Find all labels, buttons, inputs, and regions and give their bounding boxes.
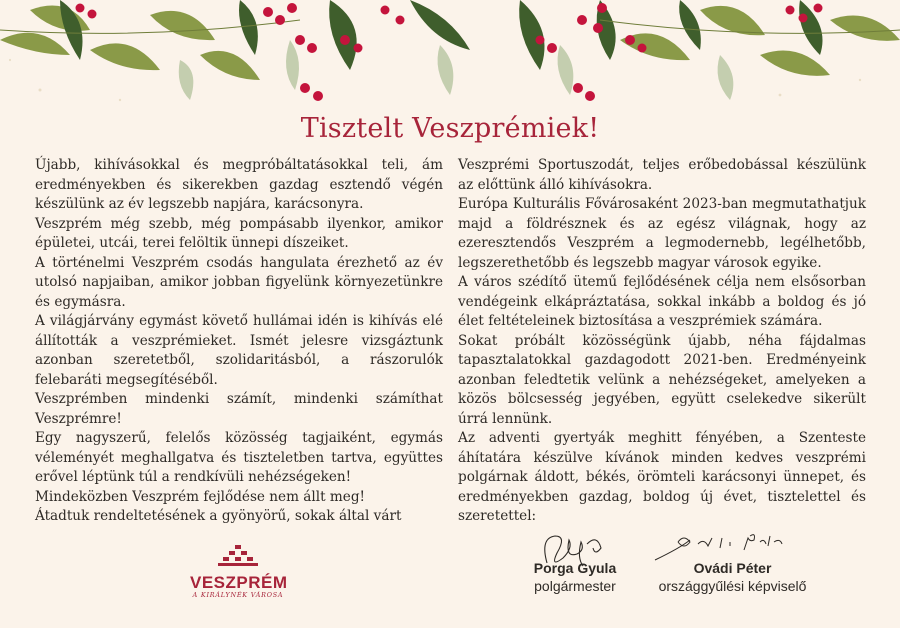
paragraph: Sokat próbált közösségünk újabb, néha fájdalmas tapasztalatokkal gazdagodott 2021-ben. Eredményeink azonban feledtetik velünk a nehézségeket, amelyeken a közös bölcsesség jegyében, együtt cselekedve sikerült úrrá lennünk. — [458, 332, 866, 427]
signature-block-mayor — [512, 560, 638, 594]
letter-right-column — [458, 156, 866, 527]
paragraph: Egy nagyszerű, felelős közösség tagjaiként, egymás véleményét meghallgatva és tiszteletben tartva, együttes erővel léptünk túl a rendkívüli nehézségeken! — [35, 430, 443, 485]
paragraph: Veszprémben mindenki számít, mindenki számíthat Veszprémre! — [35, 391, 443, 427]
paragraph: Az adventi gyertyák meghitt fényében, a Szenteste áhítatára készülve kívánok minden kedves veszprémi polgárnak áldott, békés, örömteli karácsonyi ünnepet, és eredményekben gazdag, boldog új évet, tisztelettel és szeretettel: — [458, 430, 866, 524]
signer-name: Ovádi Péter — [693, 560, 772, 576]
paragraph: Újabb, kihívásokkal és megpróbáltatásokkal teli, ám eredményekben és sikerekben gazdag esztendő végén készülünk az év legszebb napjára, karácsonyra. — [35, 157, 443, 212]
paragraph: Átadtuk rendeltetésének a gyönyörű, sokak által várt — [35, 508, 402, 524]
veszprem-logo — [190, 545, 286, 600]
paragraph: A város szédítő ütemű fejlődésének célja nem elsősorban vendégeink elkápráztatása, sokkal inkább a boldog és jó élet feltételeinek biztosítása a veszprémiek számára. — [458, 274, 866, 329]
logo-tagline: A KIRÁLYNÉK VÁROSA — [192, 591, 284, 599]
paragraph: Veszprém még szebb, még pompásabb ilyenkor, amikor épületei, utcái, terei felöltik ünnepi díszeiket. — [35, 215, 443, 251]
paragraph: A történelmi Veszprém csodás hangulata érezhető az év utolsó napjaiban, amikor jobban figyelünk környezetünkre és egymásra. — [35, 254, 443, 310]
signer-role: polgármester — [534, 578, 616, 594]
signer-role: országgyűlési képviselő — [658, 578, 807, 594]
letter-left-column — [35, 156, 443, 527]
page-title: Tisztelt Veszprémiek! — [300, 113, 600, 144]
crown-pattern-icon — [218, 545, 258, 567]
paragraph: A világjárvány egymást követő hullámai idén is kihívás elé állították a veszprémieket. Ismét jelesre vizsgáztunk azonban szeretetből, szolidaritásból, a rászorulók felebaráti megsegítéséből. — [35, 313, 443, 388]
signer-name: Porga Gyula — [533, 560, 617, 576]
logo-wordmark: VESZPRÉM — [190, 573, 288, 592]
paragraph: Mindeközben Veszprém fejlődése nem állt meg! — [35, 488, 365, 505]
christmas-garland-decoration — [0, 0, 900, 110]
signature-block-mp — [640, 560, 825, 594]
paragraph: Veszprémi Sportuszodát, teljes erőbedobással készülünk az előttünk álló kihívásokra. — [458, 157, 866, 193]
paragraph: Európa Kulturális Fővárosaként 2023-ban megmutathatjuk majd a földrésznek és az egész világnak, hogy az ezeresztendős Veszprém a legmodernebb, legélhetőbb, legszerethetőbb és legszebb magyar városok egyike. — [458, 196, 866, 271]
